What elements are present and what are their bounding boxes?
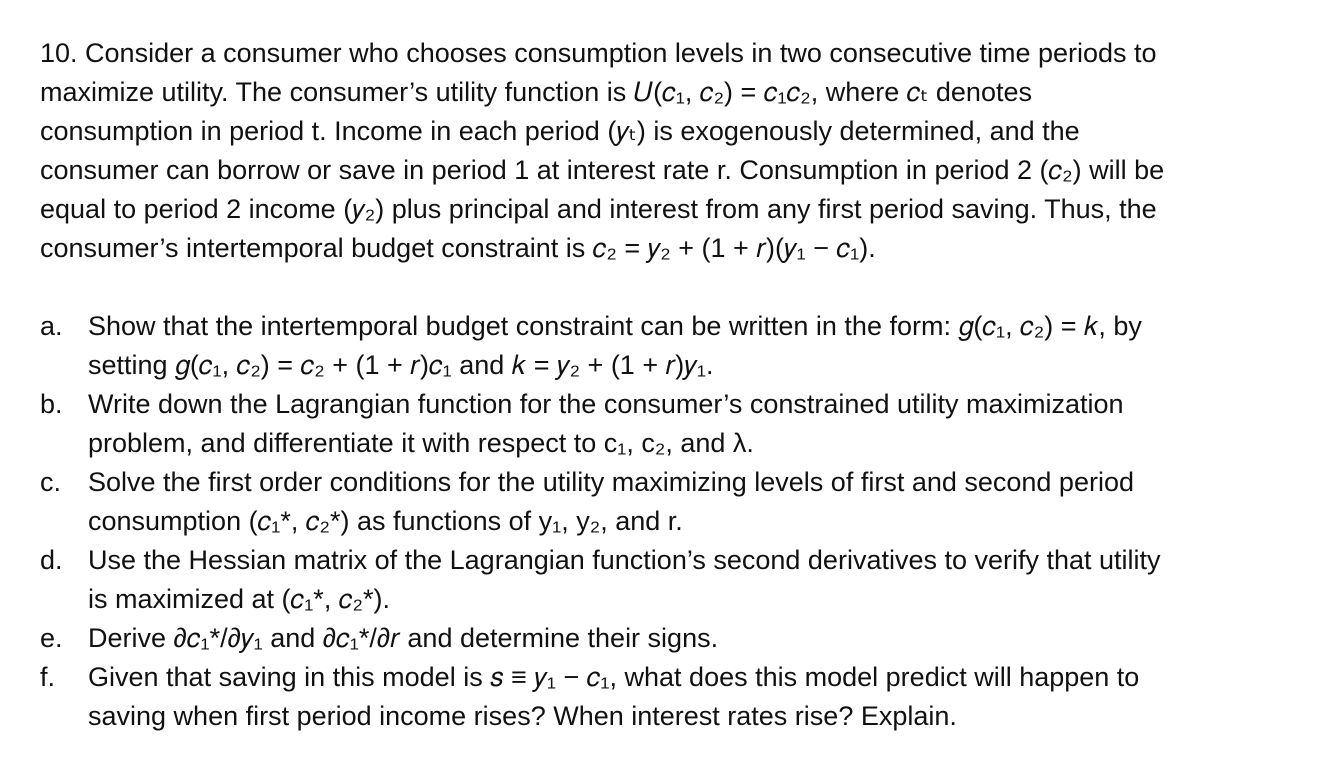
subquestion-marker: f. (40, 662, 56, 692)
subquestion-line: setting 𝑔(𝑐₁, 𝑐₂) = 𝑐₂ + (1 + 𝑟)𝑐₁ and 𝑘 = 𝑦₂ + (1 + 𝑟)𝑦₁. (88, 350, 714, 380)
problem-statement-line: consumer’s intertemporal budget constraint is 𝑐₂ = 𝑦₂ + (1 + 𝑟)(𝑦₁ − 𝑐₁). (40, 233, 876, 263)
subquestion-e (40, 619, 1310, 658)
problem-statement (40, 34, 1310, 268)
subquestion-a (40, 307, 1310, 385)
subquestion-list (40, 307, 1310, 736)
subquestion-line: saving when first period income rises? When interest rates rise? Explain. (88, 701, 957, 731)
subquestion-marker: a. (40, 311, 63, 341)
subquestion-marker: b. (40, 389, 63, 419)
subquestion-marker: e. (40, 623, 63, 653)
subquestion-c (40, 463, 1310, 541)
subquestion-marker: c. (40, 467, 62, 497)
subquestion-line: Show that the intertemporal budget constraint can be written in the form: 𝑔(𝑐₁, 𝑐₂) = 𝑘, by (88, 311, 1142, 341)
subquestion-line: Solve the first order conditions for the utility maximizing levels of first and second period (88, 467, 1134, 497)
subquestion-line: Use the Hessian matrix of the Lagrangian function’s second derivatives to verify that utility (88, 545, 1161, 575)
subquestion-line: Given that saving in this model is 𝑠 ≡ 𝑦₁ − 𝑐₁, what does this model predict will happen to (88, 662, 1140, 692)
subquestion-d (40, 541, 1310, 619)
subquestion-b (40, 385, 1310, 463)
subquestion-line: Derive ∂𝑐₁*/∂𝑦₁ and ∂𝑐₁*/∂𝑟 and determine their signs. (88, 623, 719, 653)
problem-statement-line: consumption in period t. Income in each period (𝑦ₜ) is exogenously determined, and the (40, 116, 1080, 146)
problem-statement-line: consumer can borrow or save in period 1 at interest rate r. Consumption in period 2 (𝑐₂) will be (40, 155, 1165, 185)
subquestion-line: Write down the Lagrangian function for the consumer’s constrained utility maximization (88, 389, 1124, 419)
problem-statement-line: 10. Consider a consumer who chooses consumption levels in two consecutive time periods to (40, 38, 1157, 68)
problem-statement-line: equal to period 2 income (𝑦₂) plus principal and interest from any first period saving. Thus, the (40, 194, 1157, 224)
subquestion-marker: d. (40, 545, 63, 575)
subquestion-f (40, 658, 1310, 736)
problem-statement-line: maximize utility. The consumer’s utility function is 𝑈(𝑐₁, 𝑐₂) = 𝑐₁𝑐₂, where 𝑐ₜ denotes (40, 77, 1032, 107)
subquestion-line: is maximized at (𝑐₁*, 𝑐₂*). (88, 584, 390, 614)
subquestion-line: problem, and differentiate it with respect to c₁, c₂, and λ. (88, 428, 754, 458)
subquestion-line: consumption (𝑐₁*, 𝑐₂*) as functions of y₁, y₂, and r. (88, 506, 683, 536)
